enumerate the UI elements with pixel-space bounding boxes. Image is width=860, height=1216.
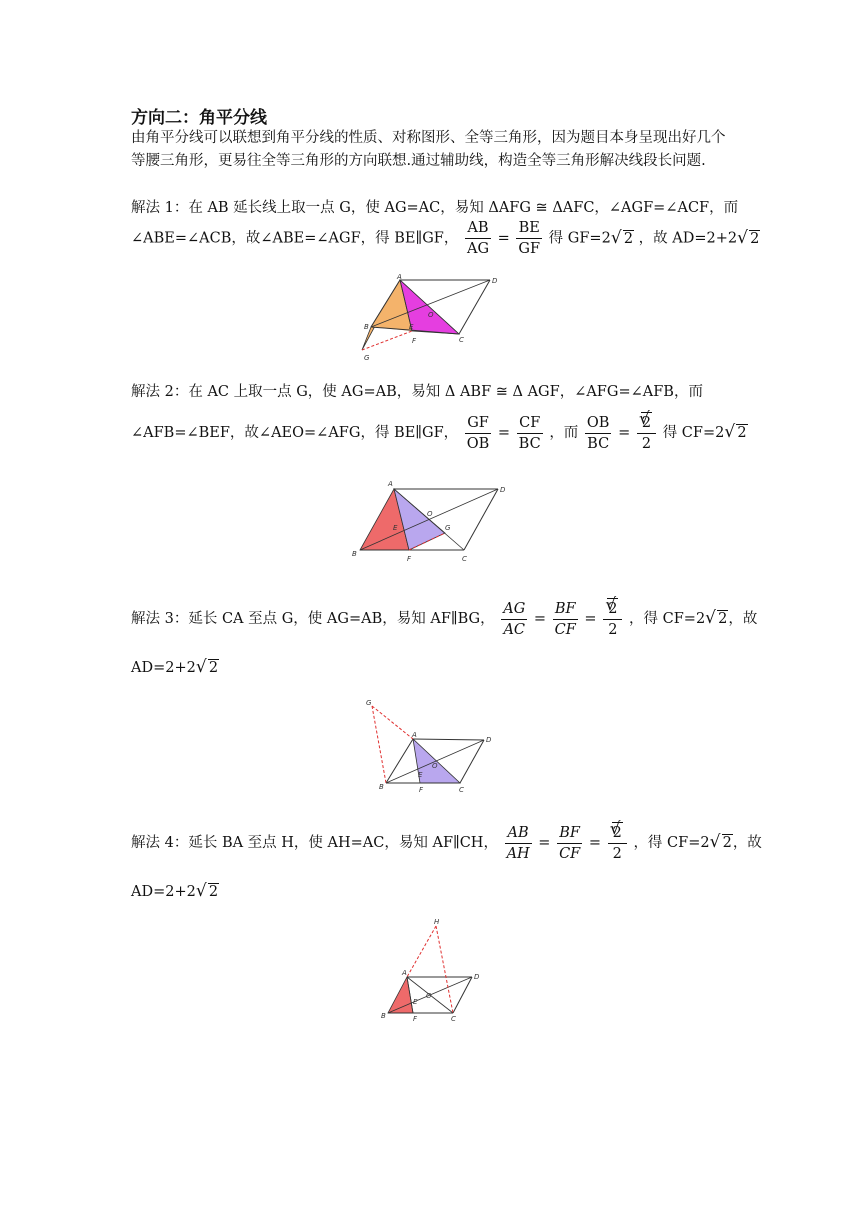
svg-text:F: F bbox=[419, 786, 424, 794]
sqrt-symbol: √ 2 bbox=[196, 884, 219, 900]
solution-4-line-1 bbox=[131, 822, 762, 864]
svg-text:C: C bbox=[459, 336, 464, 344]
fraction-ab-ah: $\frac{AB}{AH}$ bbox=[506, 824, 530, 862]
fraction-sqrt2-2: √ $\frac{2}{2}$ bbox=[608, 822, 627, 864]
svg-text:D: D bbox=[474, 973, 480, 981]
fraction-bf-cf: $\frac{BF}{CF}$ bbox=[559, 824, 581, 862]
dashed-line-ga bbox=[372, 706, 413, 739]
equals-sign: = bbox=[588, 835, 601, 851]
solution-2-text-c: 得 CF=2 bbox=[662, 425, 725, 441]
solution-1-line-2 bbox=[131, 218, 760, 259]
solution-3-text-c: ，故 bbox=[728, 611, 758, 627]
svg-text:E: E bbox=[409, 323, 414, 331]
solution-3-text-b: ，得 CF=2 bbox=[629, 611, 706, 627]
svg-text:F: F bbox=[407, 555, 412, 563]
solution-2-text-a: ∠AFB=∠BEF，故∠AEO=∠AFG，得 BE∥GF， bbox=[131, 425, 459, 441]
figure-4 bbox=[378, 918, 488, 1023]
svg-text:O: O bbox=[432, 762, 438, 770]
solution-2-line-2 bbox=[131, 412, 747, 454]
svg-text:B: B bbox=[364, 323, 369, 331]
svg-text:O: O bbox=[426, 992, 432, 1000]
svg-text:A: A bbox=[402, 969, 407, 977]
fraction-cf-bc: $\frac{CF}{BC}$ bbox=[518, 414, 541, 452]
solution-1-text-c: ，故 AD=2+2 bbox=[638, 230, 738, 247]
solution-3-line-1 bbox=[131, 598, 758, 640]
sqrt-symbol: √ 2 bbox=[705, 611, 728, 627]
sqrt-symbol: √ 2 bbox=[737, 231, 760, 247]
sqrt-symbol: √ 2 bbox=[710, 835, 733, 851]
svg-text:C: C bbox=[462, 555, 467, 563]
section-heading: 方向二：角平分线 bbox=[131, 108, 267, 128]
svg-text:A: A bbox=[388, 480, 393, 488]
equals-sign: = bbox=[618, 425, 631, 441]
svg-text:G: G bbox=[445, 524, 451, 532]
fraction-ab-ag: $\frac{AB}{AG}$ bbox=[466, 220, 490, 257]
solution-1-text-b: 得 GF=2 bbox=[548, 230, 611, 247]
equals-sign: = bbox=[538, 835, 551, 851]
dashed-line-gb bbox=[372, 706, 386, 783]
fraction-sqrt2-2: √ $\frac{2}{2}$ bbox=[637, 412, 656, 454]
svg-text:C: C bbox=[451, 1015, 456, 1023]
equals-sign: = bbox=[497, 230, 510, 247]
equals-sign: = bbox=[497, 425, 511, 441]
svg-text:O: O bbox=[427, 510, 433, 518]
solution-4-text-a: 解法 4：延长 BA 至点 H，使 AH=AC，易知 AF∥CH， bbox=[131, 835, 498, 851]
sqrt-symbol: √ 2 bbox=[724, 425, 747, 441]
solution-1-text-a: ∠ABE=∠ACB，故∠ABE=∠AGF，得 BE∥GF， bbox=[131, 230, 459, 247]
fraction-ag-ac: $\frac{AG}{AC}$ bbox=[503, 600, 526, 638]
intro-paragraph: 由角平分线可以联想到角平分线的性质、对称图形、全等三角形，因为题目本身呈现出好几个等腰三角形，更易往全等三角形的方向联想.通过辅助线，构造全等三角形解决线段长问题. bbox=[131, 130, 726, 169]
svg-text:E: E bbox=[393, 524, 398, 532]
fraction-be-gf: $\frac{BE}{GF}$ bbox=[518, 220, 541, 257]
svg-text:A: A bbox=[412, 731, 417, 739]
figure-3 bbox=[362, 700, 502, 795]
svg-text:B: B bbox=[352, 550, 357, 558]
equals-sign: = bbox=[584, 611, 597, 627]
sqrt-symbol: √ 2 bbox=[196, 660, 219, 676]
svg-text:F: F bbox=[413, 1015, 418, 1023]
sqrt-symbol: √ 2 bbox=[611, 231, 634, 247]
svg-text:H: H bbox=[434, 918, 440, 926]
svg-text:O: O bbox=[428, 311, 434, 319]
fraction-sqrt2-2: √ $\frac{2}{2}$ bbox=[603, 598, 622, 640]
svg-text:A: A bbox=[397, 273, 402, 281]
equals-sign: = bbox=[533, 611, 547, 627]
fraction-bf-cf: $\frac{BF}{CF}$ bbox=[554, 600, 576, 638]
svg-text:D: D bbox=[500, 486, 506, 494]
svg-text:D: D bbox=[492, 277, 498, 285]
svg-text:E: E bbox=[418, 771, 423, 779]
svg-text:C: C bbox=[459, 786, 464, 794]
figure-1 bbox=[355, 272, 505, 367]
svg-text:G: G bbox=[366, 699, 372, 707]
svg-text:G: G bbox=[364, 354, 370, 362]
svg-text:F: F bbox=[412, 337, 417, 345]
dashed-line-hc bbox=[436, 926, 453, 1013]
svg-text:E: E bbox=[413, 998, 418, 1006]
solution-2-line-1: 解法 2：在 AC 上取一点 G，使 AG=AB，易知 Δ ABF ≅ Δ AGF，∠AFG=∠AFB，而 bbox=[131, 384, 703, 400]
solution-3-text-a: 解法 3：延长 CA 至点 G，使 AG=AB，易知 AF∥BG， bbox=[131, 611, 495, 627]
solution-4-text-b: ，得 CF=2 bbox=[633, 835, 710, 851]
solution-3-line-2: AD=2+2√ 2 bbox=[131, 660, 731, 676]
fraction-gf-ob: $\frac{GF}{OB}$ bbox=[466, 414, 490, 452]
fraction-ob-bc: $\frac{OB}{BC}$ bbox=[586, 414, 610, 452]
svg-text:D: D bbox=[486, 736, 492, 744]
figure-2 bbox=[350, 480, 520, 565]
solution-4-text-c: ，故 bbox=[732, 835, 762, 851]
sqrt-symbol: √ 2 bbox=[605, 598, 620, 619]
svg-text:B: B bbox=[381, 1012, 386, 1020]
solution-2-text-b: ，而 bbox=[549, 425, 579, 441]
dashed-line-ha bbox=[407, 926, 436, 977]
svg-text:B: B bbox=[379, 783, 384, 791]
sqrt-symbol: √ 2 bbox=[639, 412, 654, 433]
sqrt-symbol: √ 2 bbox=[610, 822, 625, 843]
solution-1-line-1: 解法 1：在 AB 延长线上取一点 G，使 AG=AC，易知 ΔAFG ≅ ΔAFC，∠AGF=∠ACF，而 bbox=[131, 200, 739, 216]
solution-4-line-2: AD=2+2√ 2 bbox=[131, 884, 731, 900]
